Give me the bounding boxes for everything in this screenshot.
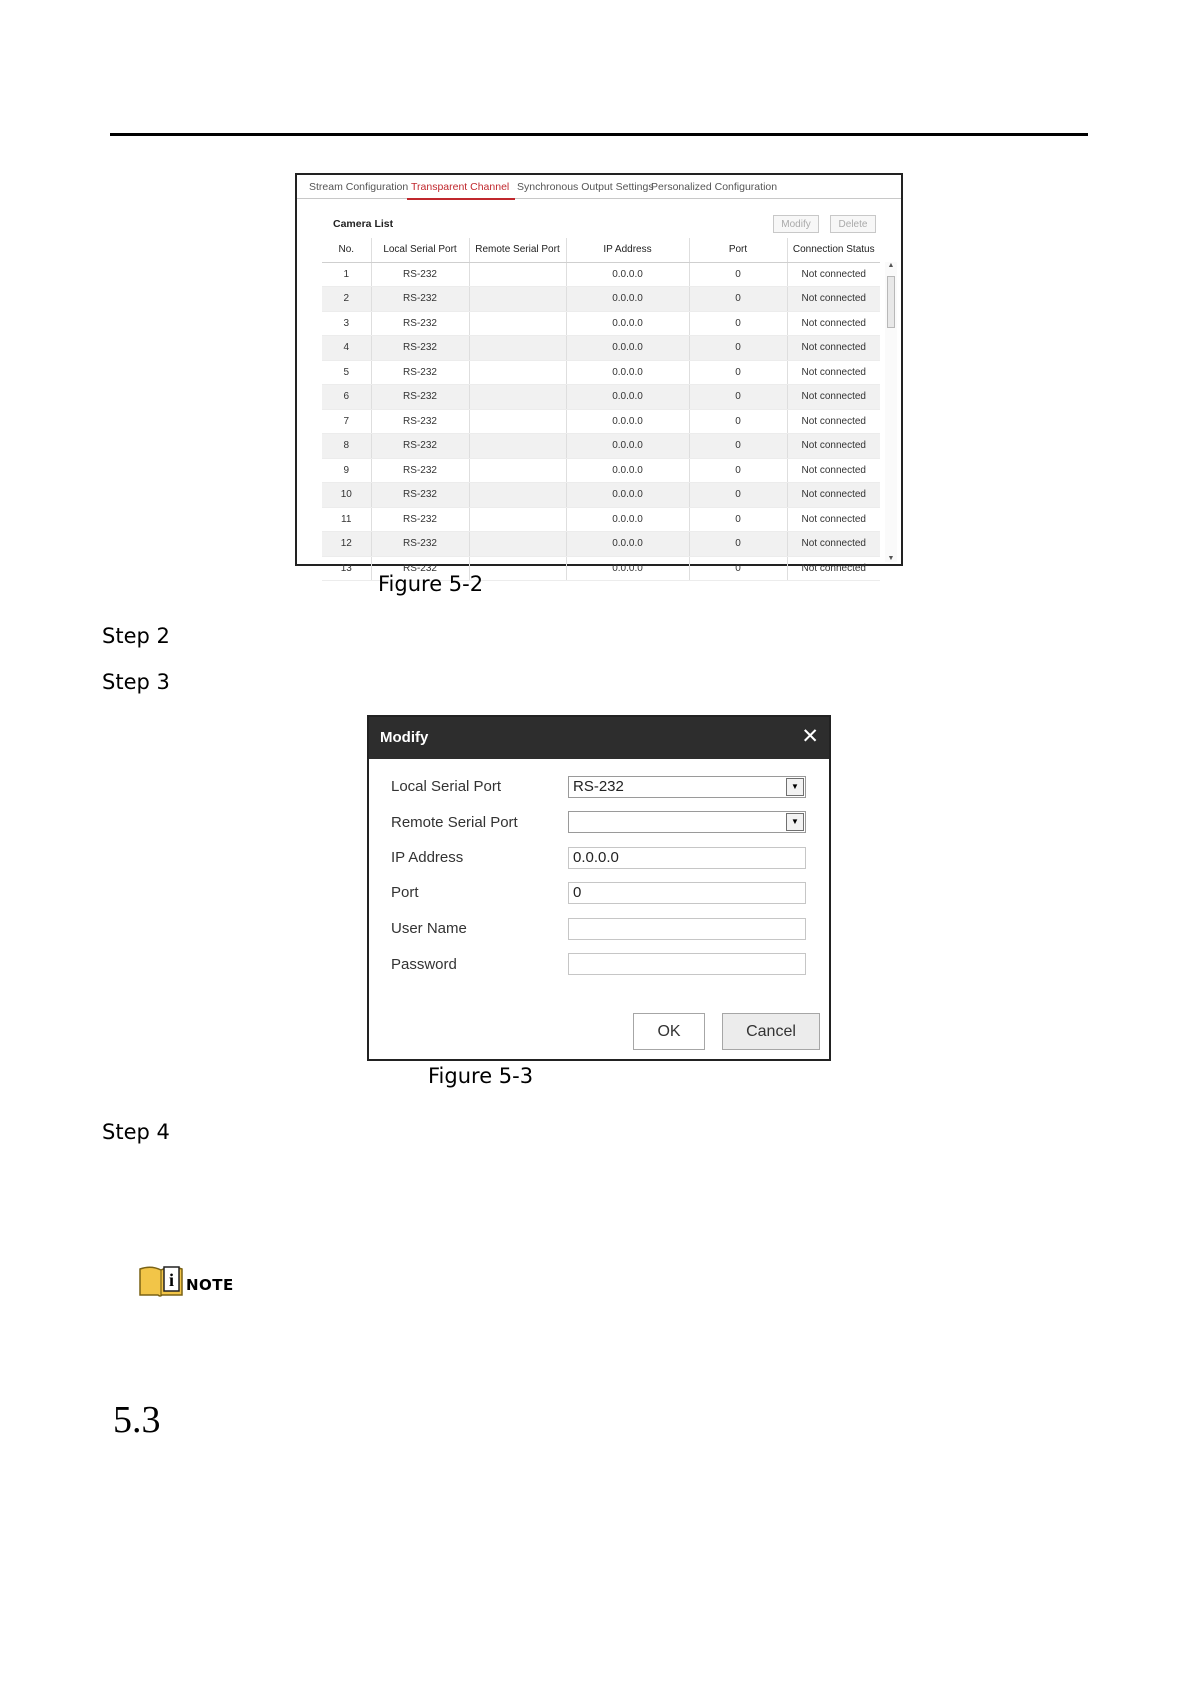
cell-ip-address: 0.0.0.0 bbox=[566, 360, 689, 385]
cell-port: 0 bbox=[689, 311, 787, 336]
cell-remote-serial-port bbox=[469, 434, 566, 459]
table-row[interactable] bbox=[322, 385, 880, 410]
cell-connection-status: Not connected bbox=[787, 434, 880, 459]
cell-local-serial-port: RS-232 bbox=[371, 385, 469, 410]
ip-address-label: IP Address bbox=[391, 849, 464, 866]
cell-ip-address: 0.0.0.0 bbox=[566, 336, 689, 361]
ok-button[interactable]: OK bbox=[633, 1013, 705, 1050]
cell-no: 9 bbox=[322, 458, 371, 483]
cell-no: 10 bbox=[322, 483, 371, 508]
cell-connection-status: Not connected bbox=[787, 385, 880, 410]
cell-remote-serial-port bbox=[469, 287, 566, 312]
tab-transparent-channel[interactable]: Transparent Channel bbox=[411, 181, 510, 193]
cell-remote-serial-port bbox=[469, 385, 566, 410]
table-row[interactable] bbox=[322, 262, 880, 287]
scroll-thumb[interactable] bbox=[887, 276, 895, 328]
cell-connection-status: Not connected bbox=[787, 556, 880, 581]
table-row[interactable] bbox=[322, 287, 880, 312]
cell-connection-status: Not connected bbox=[787, 287, 880, 312]
modify-dialog bbox=[367, 715, 831, 1061]
cell-port: 0 bbox=[689, 458, 787, 483]
cell-ip-address: 0.0.0.0 bbox=[566, 409, 689, 434]
table-row[interactable] bbox=[322, 507, 880, 532]
cell-remote-serial-port bbox=[469, 336, 566, 361]
cell-connection-status: Not connected bbox=[787, 336, 880, 361]
table-row[interactable] bbox=[322, 434, 880, 459]
close-icon[interactable]: ✕ bbox=[801, 725, 819, 748]
table-scrollbar[interactable] bbox=[885, 262, 897, 562]
cell-connection-status: Not connected bbox=[787, 360, 880, 385]
cell-port: 0 bbox=[689, 287, 787, 312]
column-header-port: Port bbox=[689, 238, 787, 262]
cell-connection-status: Not connected bbox=[787, 483, 880, 508]
column-header-connection-status: Connection Status bbox=[787, 238, 880, 262]
cell-port: 0 bbox=[689, 507, 787, 532]
table-row[interactable] bbox=[322, 483, 880, 508]
user-name-label: User Name bbox=[391, 920, 467, 937]
cell-local-serial-port: RS-232 bbox=[371, 556, 469, 581]
cell-local-serial-port: RS-232 bbox=[371, 507, 469, 532]
cell-connection-status: Not connected bbox=[787, 507, 880, 532]
cell-ip-address: 0.0.0.0 bbox=[566, 458, 689, 483]
password-input[interactable] bbox=[568, 953, 806, 975]
info-book-icon bbox=[138, 1264, 184, 1298]
table-row[interactable] bbox=[322, 360, 880, 385]
cell-ip-address: 0.0.0.0 bbox=[566, 385, 689, 410]
local-serial-port-label: Local Serial Port bbox=[391, 778, 502, 795]
cell-no: 12 bbox=[322, 532, 371, 557]
step-3-label: Step 3 bbox=[102, 670, 170, 694]
step-2-label: Step 2 bbox=[102, 624, 170, 648]
cell-port: 0 bbox=[689, 532, 787, 557]
cell-connection-status: Not connected bbox=[787, 311, 880, 336]
chevron-down-icon[interactable]: ▼ bbox=[786, 813, 804, 831]
dialog-header bbox=[369, 717, 829, 759]
cell-ip-address: 0.0.0.0 bbox=[566, 507, 689, 532]
column-header-local-serial-port: Local Serial Port bbox=[371, 238, 469, 262]
table-row[interactable] bbox=[322, 336, 880, 361]
table-row[interactable] bbox=[322, 458, 880, 483]
cell-local-serial-port: RS-232 bbox=[371, 336, 469, 361]
cell-connection-status: Not connected bbox=[787, 532, 880, 557]
cell-remote-serial-port bbox=[469, 360, 566, 385]
svg-text:i: i bbox=[168, 1270, 175, 1290]
step-4-label: Step 4 bbox=[102, 1120, 170, 1144]
cell-ip-address: 0.0.0.0 bbox=[566, 262, 689, 287]
note-callout bbox=[138, 1264, 234, 1303]
cell-no: 7 bbox=[322, 409, 371, 434]
section-number: 5.3 bbox=[113, 1399, 161, 1441]
cell-local-serial-port: RS-232 bbox=[371, 532, 469, 557]
cell-remote-serial-port bbox=[469, 458, 566, 483]
cell-no: 13 bbox=[322, 556, 371, 581]
cell-local-serial-port: RS-232 bbox=[371, 409, 469, 434]
cell-local-serial-port: RS-232 bbox=[371, 483, 469, 508]
chevron-down-icon[interactable]: ▼ bbox=[786, 778, 804, 796]
delete-button[interactable]: Delete bbox=[830, 215, 876, 233]
cell-no: 4 bbox=[322, 336, 371, 361]
cell-local-serial-port: RS-232 bbox=[371, 262, 469, 287]
cell-remote-serial-port bbox=[469, 556, 566, 581]
cell-no: 2 bbox=[322, 287, 371, 312]
cell-port: 0 bbox=[689, 262, 787, 287]
cell-no: 1 bbox=[322, 262, 371, 287]
cell-no: 5 bbox=[322, 360, 371, 385]
cell-port: 0 bbox=[689, 434, 787, 459]
local-serial-port-value: RS-232 bbox=[573, 778, 624, 795]
cell-port: 0 bbox=[689, 360, 787, 385]
remote-serial-port-label: Remote Serial Port bbox=[391, 814, 518, 831]
port-input[interactable]: 0 bbox=[568, 882, 806, 904]
cell-port: 0 bbox=[689, 336, 787, 361]
cell-port: 0 bbox=[689, 483, 787, 508]
cell-ip-address: 0.0.0.0 bbox=[566, 483, 689, 508]
password-label: Password bbox=[391, 956, 457, 973]
cell-local-serial-port: RS-232 bbox=[371, 360, 469, 385]
cell-remote-serial-port bbox=[469, 507, 566, 532]
cell-port: 0 bbox=[689, 409, 787, 434]
local-serial-port-select[interactable] bbox=[568, 776, 806, 798]
cell-no: 3 bbox=[322, 311, 371, 336]
header-rule bbox=[110, 133, 1088, 136]
column-header-remote-serial-port: Remote Serial Port bbox=[469, 238, 566, 262]
port-label: Port bbox=[391, 884, 419, 901]
cell-connection-status: Not connected bbox=[787, 409, 880, 434]
cell-remote-serial-port bbox=[469, 532, 566, 557]
cell-no: 8 bbox=[322, 434, 371, 459]
cell-remote-serial-port bbox=[469, 409, 566, 434]
cell-remote-serial-port bbox=[469, 483, 566, 508]
camera-list-title: Camera List bbox=[333, 218, 394, 230]
cell-no: 6 bbox=[322, 385, 371, 410]
cell-local-serial-port: RS-232 bbox=[371, 434, 469, 459]
column-header-no: No. bbox=[322, 238, 371, 262]
table-header-row bbox=[322, 238, 880, 262]
cell-connection-status: Not connected bbox=[787, 262, 880, 287]
cell-port: 0 bbox=[689, 385, 787, 410]
cell-local-serial-port: RS-232 bbox=[371, 311, 469, 336]
table-row[interactable] bbox=[322, 409, 880, 434]
cell-remote-serial-port bbox=[469, 311, 566, 336]
cell-remote-serial-port bbox=[469, 262, 566, 287]
scroll-up-arrow-icon[interactable]: ▲ bbox=[887, 262, 895, 269]
cell-local-serial-port: RS-232 bbox=[371, 458, 469, 483]
cell-ip-address: 0.0.0.0 bbox=[566, 532, 689, 557]
cell-ip-address: 0.0.0.0 bbox=[566, 556, 689, 581]
user-name-input[interactable] bbox=[568, 918, 806, 940]
cell-ip-address: 0.0.0.0 bbox=[566, 287, 689, 312]
table-row[interactable] bbox=[322, 311, 880, 336]
tab-personalized-configuration[interactable]: Personalized Configuration bbox=[651, 181, 778, 193]
cell-ip-address: 0.0.0.0 bbox=[566, 434, 689, 459]
scroll-down-arrow-icon[interactable]: ▼ bbox=[887, 555, 895, 562]
tab-stream-configuration[interactable]: Stream Configuration bbox=[309, 181, 409, 193]
cell-ip-address: 0.0.0.0 bbox=[566, 311, 689, 336]
camera-table bbox=[322, 238, 880, 581]
cell-port: 0 bbox=[689, 556, 787, 581]
cell-local-serial-port: RS-232 bbox=[371, 287, 469, 312]
cancel-button[interactable]: Cancel bbox=[722, 1013, 820, 1050]
table-row[interactable] bbox=[322, 532, 880, 557]
cell-no: 11 bbox=[322, 507, 371, 532]
camera-list-screenshot bbox=[295, 173, 903, 574]
figure-5-2-caption: Figure 5-2 bbox=[378, 572, 484, 596]
column-header-ip-address: IP Address bbox=[566, 238, 689, 262]
remote-serial-port-select[interactable] bbox=[568, 811, 806, 833]
ip-address-input[interactable]: 0.0.0.0 bbox=[568, 847, 806, 869]
figure-5-3-caption: Figure 5-3 bbox=[428, 1064, 534, 1088]
note-label: NOTE bbox=[186, 1276, 234, 1294]
cell-connection-status: Not connected bbox=[787, 458, 880, 483]
tab-synchronous-output-settings[interactable]: Synchronous Output Settings bbox=[517, 181, 654, 193]
tab-bar bbox=[297, 175, 901, 199]
dialog-title: Modify bbox=[380, 729, 429, 746]
modify-button[interactable]: Modify bbox=[773, 215, 819, 233]
